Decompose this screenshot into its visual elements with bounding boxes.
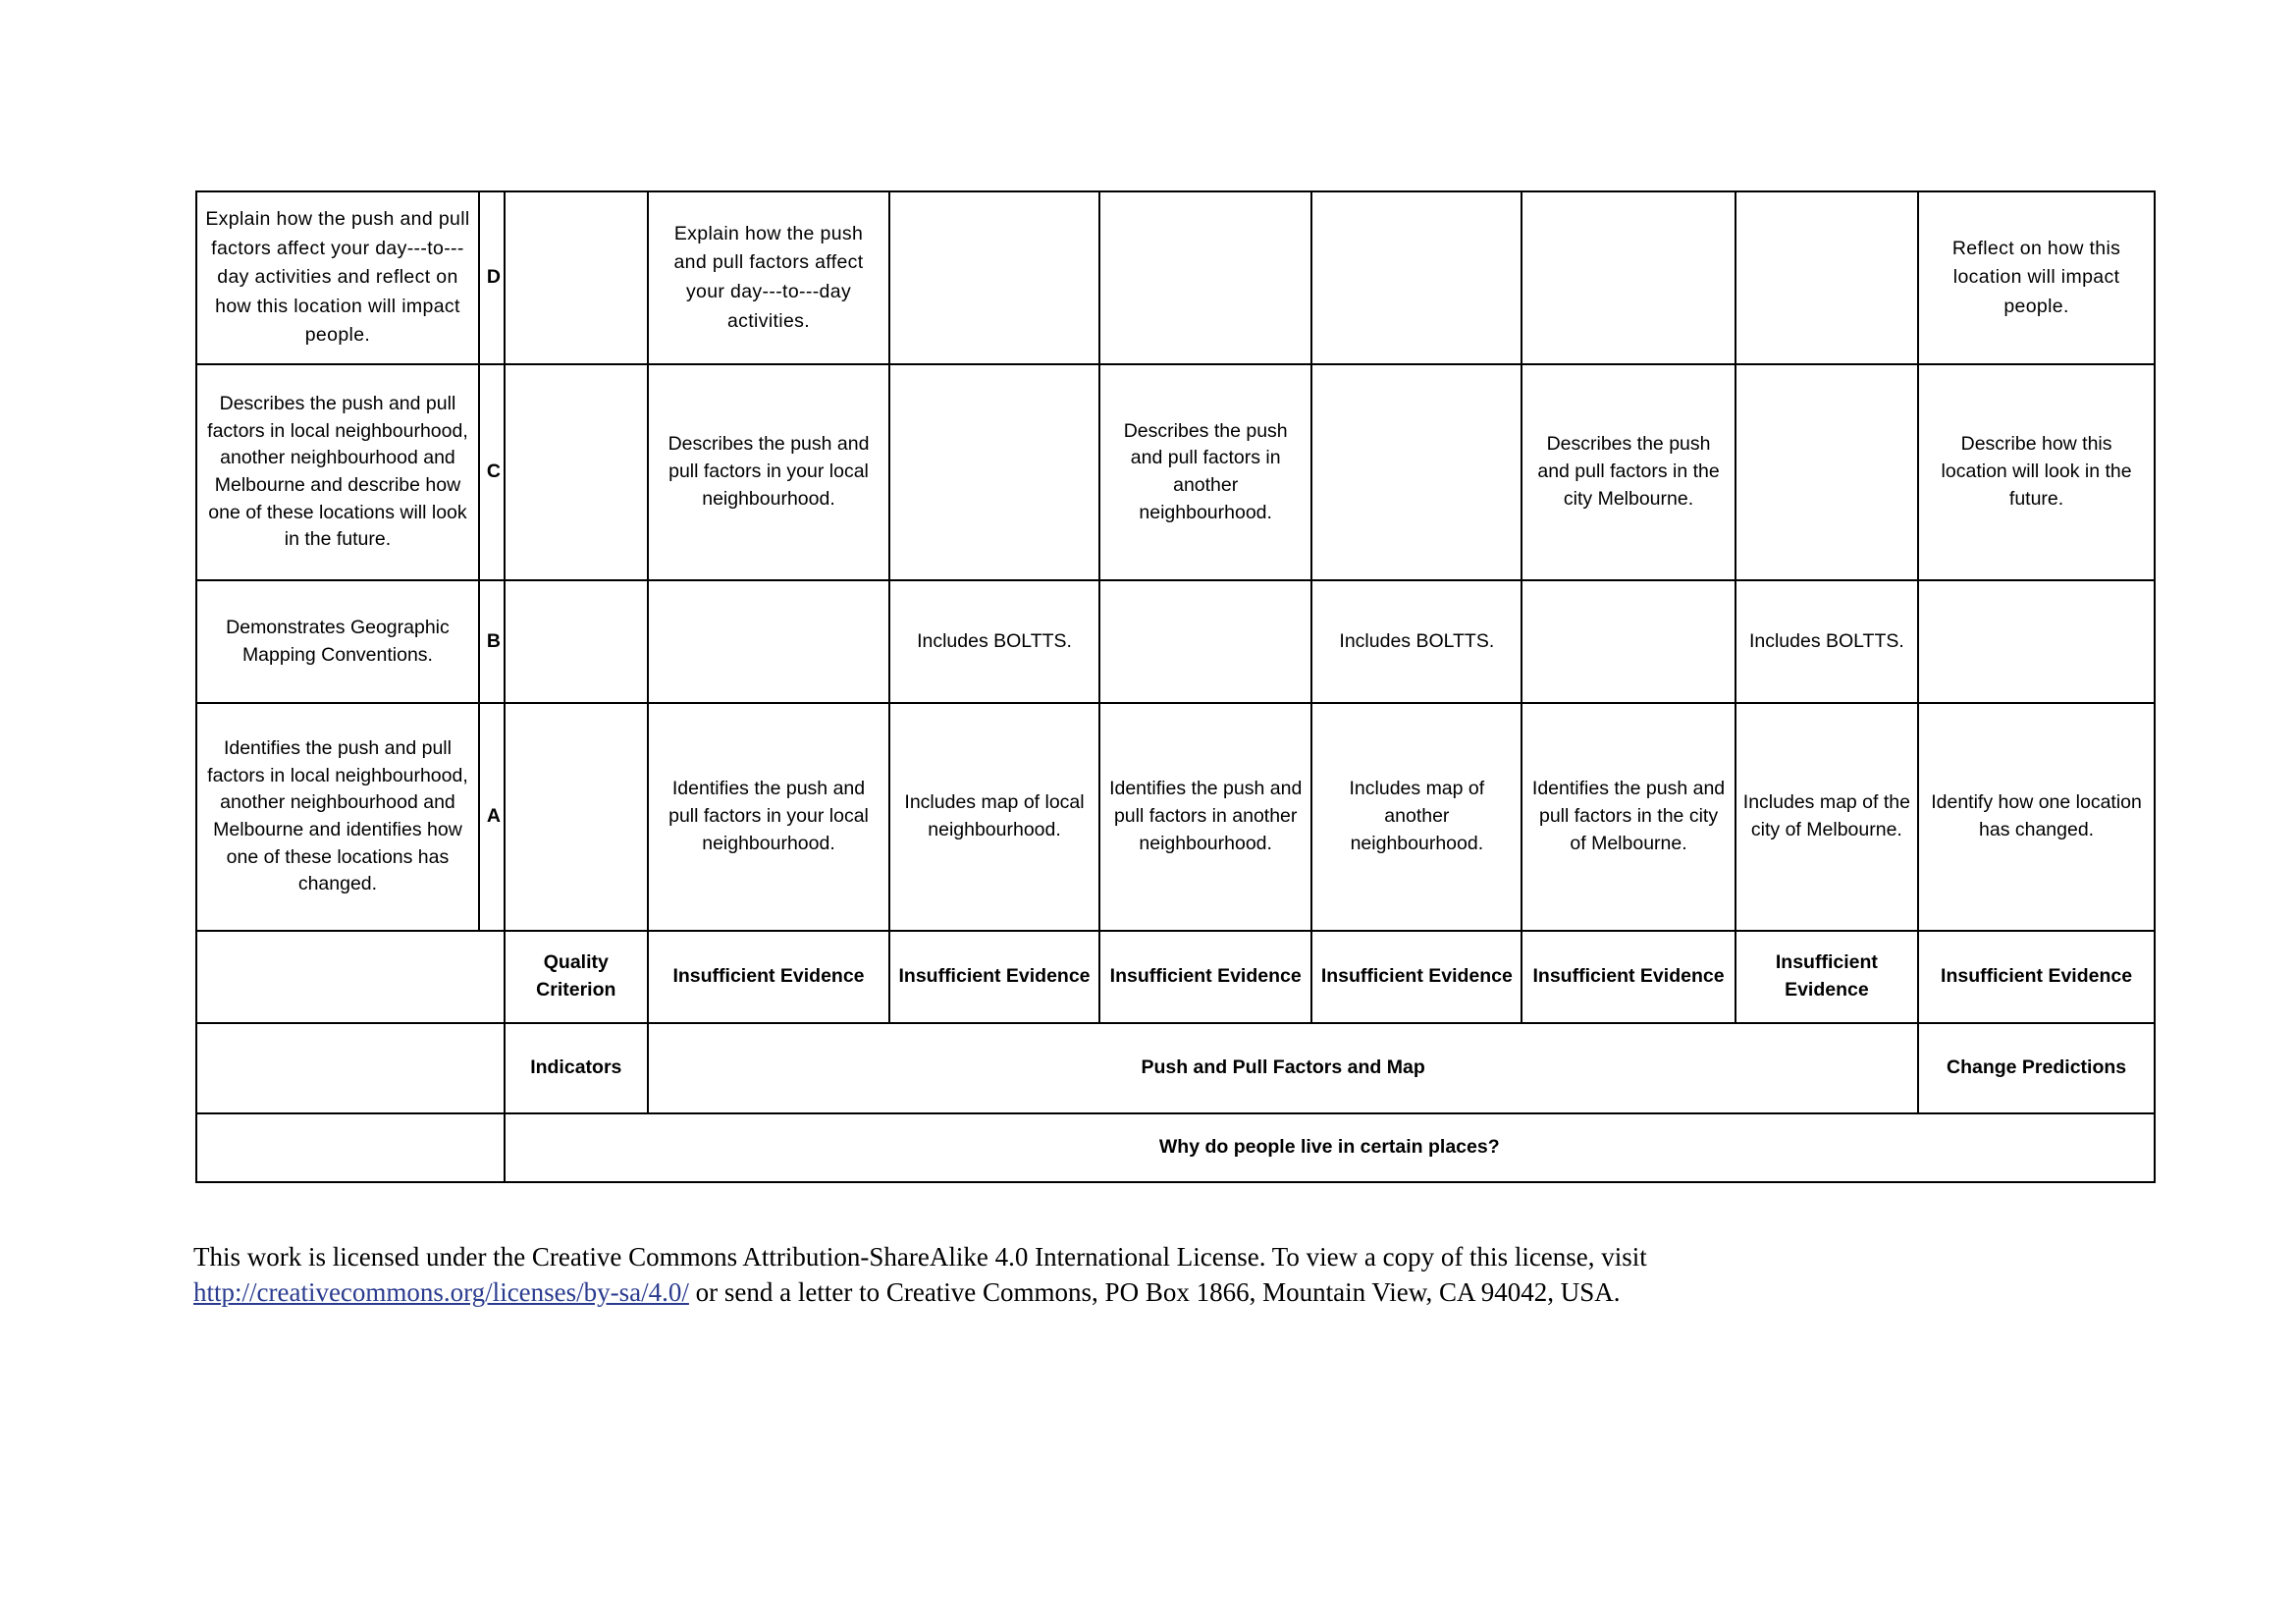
insufficient-evidence-1: Insufficient Evidence [648, 931, 889, 1023]
row-c-cell-4: Describes the push and pull factors in another neighbourhood. [1099, 364, 1311, 580]
row-b-cell-5: Includes BOLTTS. [1311, 580, 1522, 703]
indicators-row-blank [196, 1023, 505, 1113]
table-row-b [196, 580, 2155, 703]
row-a-cell-2: Identifies the push and pull factors in your local neighbourhood. [648, 703, 889, 931]
row-d-cell-4 [1099, 191, 1311, 364]
row-d-cell-1 [505, 191, 649, 364]
insufficient-evidence-2: Insufficient Evidence [889, 931, 1099, 1023]
indicators-label: Indicators [505, 1023, 649, 1113]
row-d-cell-8: Reflect on how this location will impact people. [1918, 191, 2155, 364]
question-row-blank [196, 1113, 505, 1182]
row-d-cell-3 [889, 191, 1099, 364]
row-a-descriptor: Identifies the push and pull factors in local neighbourhood, another neighbourhood and Melbourne and identifies how one of these locations has changed. [196, 703, 479, 931]
row-c-cell-6: Describes the push and pull factors in the city Melbourne. [1522, 364, 1735, 580]
quality-criterion-label: Quality Criterion [505, 931, 649, 1023]
row-b-cell-6 [1522, 580, 1735, 703]
row-c-letter: C [479, 364, 505, 580]
row-c-descriptor: Describes the push and pull factors in local neighbourhood, another neighbourhood and Melbourne and describe how one of these locations will look in the future. [196, 364, 479, 580]
insufficient-evidence-5: Insufficient Evidence [1522, 931, 1735, 1023]
row-a-cell-7: Includes map of the city of Melbourne. [1735, 703, 1918, 931]
row-b-cell-2 [648, 580, 889, 703]
row-a-cell-6: Identifies the push and pull factors in the city of Melbourne. [1522, 703, 1735, 931]
table-row-indicators [196, 1023, 2155, 1113]
row-d-cell-6 [1522, 191, 1735, 364]
row-c-cell-5 [1311, 364, 1522, 580]
row-a-cell-5: Includes map of another neighbourhood. [1311, 703, 1522, 931]
row-d-cell-5 [1311, 191, 1522, 364]
row-c-cell-3 [889, 364, 1099, 580]
change-predictions-label: Change Predictions [1918, 1023, 2155, 1113]
row-d-cell-7 [1735, 191, 1918, 364]
creative-commons-license-link[interactable]: http://creativecommons.org/licenses/by-sa/4.0/ [193, 1276, 689, 1307]
table-row-d [196, 191, 2155, 364]
table-row-question [196, 1113, 2155, 1182]
rubric-table-wrapper [195, 190, 2156, 1183]
rubric-table [195, 190, 2156, 1183]
insufficient-evidence-4: Insufficient Evidence [1311, 931, 1522, 1023]
row-b-cell-4 [1099, 580, 1311, 703]
row-b-descriptor: Demonstrates Geographic Mapping Conventions. [196, 580, 479, 703]
insufficient-evidence-7: Insufficient Evidence [1918, 931, 2155, 1023]
row-b-cell-7: Includes BOLTTS. [1735, 580, 1918, 703]
insufficient-evidence-3: Insufficient Evidence [1099, 931, 1311, 1023]
row-a-letter: A [479, 703, 505, 931]
table-row-a [196, 703, 2155, 931]
insufficient-evidence-6: Insufficient Evidence [1735, 931, 1918, 1023]
row-c-cell-8: Describe how this location will look in the future. [1918, 364, 2155, 580]
table-row-quality-criterion [196, 931, 2155, 1023]
row-a-cell-8: Identify how one location has changed. [1918, 703, 2155, 931]
inquiry-question-text: Why do people live in certain places? [505, 1113, 2155, 1182]
license-notice [193, 1240, 1705, 1311]
row-b-letter: B [479, 580, 505, 703]
license-text-part1: This work is licensed under the Creative Commons Attribution-ShareAlike 4.0 International License. To view a copy of this license, visit [193, 1242, 1647, 1272]
quality-row-blank [196, 931, 505, 1023]
row-b-cell-8 [1918, 580, 2155, 703]
row-d-letter: D [479, 191, 505, 364]
row-b-cell-3: Includes BOLTTS. [889, 580, 1099, 703]
row-a-cell-3: Includes map of local neighbourhood. [889, 703, 1099, 931]
license-text-part2: or send a letter to Creative Commons, PO Box 1866, Mountain View, CA 94042, USA. [688, 1276, 1621, 1307]
table-row-c [196, 364, 2155, 580]
row-c-cell-7 [1735, 364, 1918, 580]
row-c-cell-2: Describes the push and pull factors in your local neighbourhood. [648, 364, 889, 580]
push-pull-factors-and-map-label: Push and Pull Factors and Map [648, 1023, 1918, 1113]
row-b-cell-1 [505, 580, 649, 703]
row-c-cell-1 [505, 364, 649, 580]
row-a-cell-1 [505, 703, 649, 931]
row-d-cell-2: Explain how the push and pull factors affect your day---to---day activities. [648, 191, 889, 364]
row-d-descriptor: Explain how the push and pull factors affect your day---to---day activities and reflect on how this location will impact people. [196, 191, 479, 364]
row-a-cell-4: Identifies the push and pull factors in another neighbourhood. [1099, 703, 1311, 931]
